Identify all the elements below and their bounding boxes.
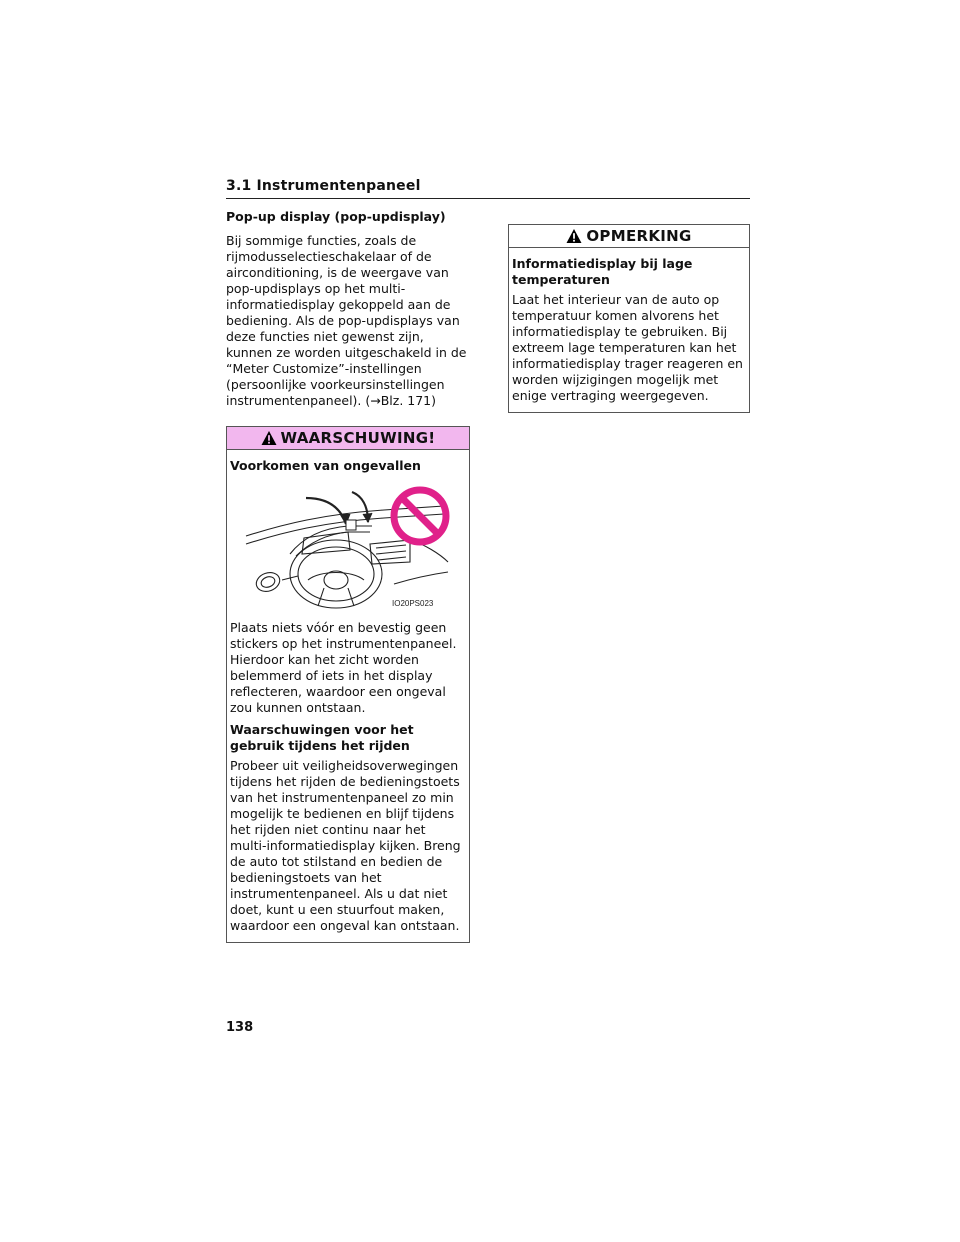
warning-triangle-icon bbox=[566, 228, 582, 244]
notice-subheading: Informatiedisplay bij lage temperaturen bbox=[512, 256, 693, 287]
warning-triangle-icon bbox=[261, 430, 277, 446]
warning-paragraph-driving: Probeer uit veiligheidsoverwegingen tijdens het rijden de bedieningstoets van het instrumentenpaneel zo min mogelijk te bedienen en blijf tijdens het rijden niet continu naar het multi-informatiedisplay kijken. Breng de auto tot stilstand en bedien de bedieningstoets van het instrumentenpaneel. Als u dat niet doet, kunt u een stuurfout maken, waardoor een ongeval kan ontstaan. bbox=[230, 758, 461, 933]
prohibition-icon bbox=[394, 490, 446, 542]
left-column bbox=[226, 209, 470, 943]
popup-paragraph: Bij sommige functies, zoals de rijmodusselectieschakelaar of de airconditioning, is de weergave van pop-updisplays op het multi-informatiedisplay gekoppeld aan de bediening. Als de pop-updisplays van deze functies niet gewenst zijn, kunnen ze worden uitgeschakeld in de “Meter Customize”-instellingen (persoonlijke voorkeursinstellingen instrumentenpaneel). (→Blz. 171) bbox=[226, 233, 467, 408]
dashboard-illustration bbox=[244, 484, 450, 610]
notice-title: OPMERKING bbox=[586, 227, 692, 245]
warning-title: WAARSCHUWING! bbox=[280, 429, 436, 447]
warning-subheading-driving: Waarschuwingen voor het gebruik tijdens het rijden bbox=[230, 722, 414, 753]
right-column bbox=[508, 224, 750, 413]
dashboard-drawing bbox=[244, 484, 450, 610]
warning-paragraph-accidents: Plaats niets vóór en bevestig geen stickers op het instrumentenpaneel. Hierdoor kan het zicht worden belemmerd of iets in het display reflecteren, waardoor een ongeval zou kunnen ontstaan. bbox=[230, 620, 457, 715]
figure-label: IO20PS023 bbox=[392, 599, 434, 608]
warning-box bbox=[226, 426, 470, 943]
section-header: 3.1 Instrumentenpaneel bbox=[226, 178, 750, 199]
notice-paragraph: Laat het interieur van de auto op temperatuur komen alvorens het informatiedisplay te gebruiken. Bij extreem lage temperaturen kan het informatiedisplay trager reageren en worden wijzigingen mogelijk met enige vertraging weergegeven. bbox=[512, 292, 743, 403]
warning-title-bar bbox=[227, 427, 469, 450]
warning-subheading-accidents: Voorkomen van ongevallen bbox=[230, 458, 421, 473]
notice-box bbox=[508, 224, 750, 413]
notice-title-bar bbox=[509, 225, 749, 248]
popup-heading: Pop-up display (pop-updisplay) bbox=[226, 209, 446, 224]
page-number: 138 bbox=[226, 1020, 254, 1035]
